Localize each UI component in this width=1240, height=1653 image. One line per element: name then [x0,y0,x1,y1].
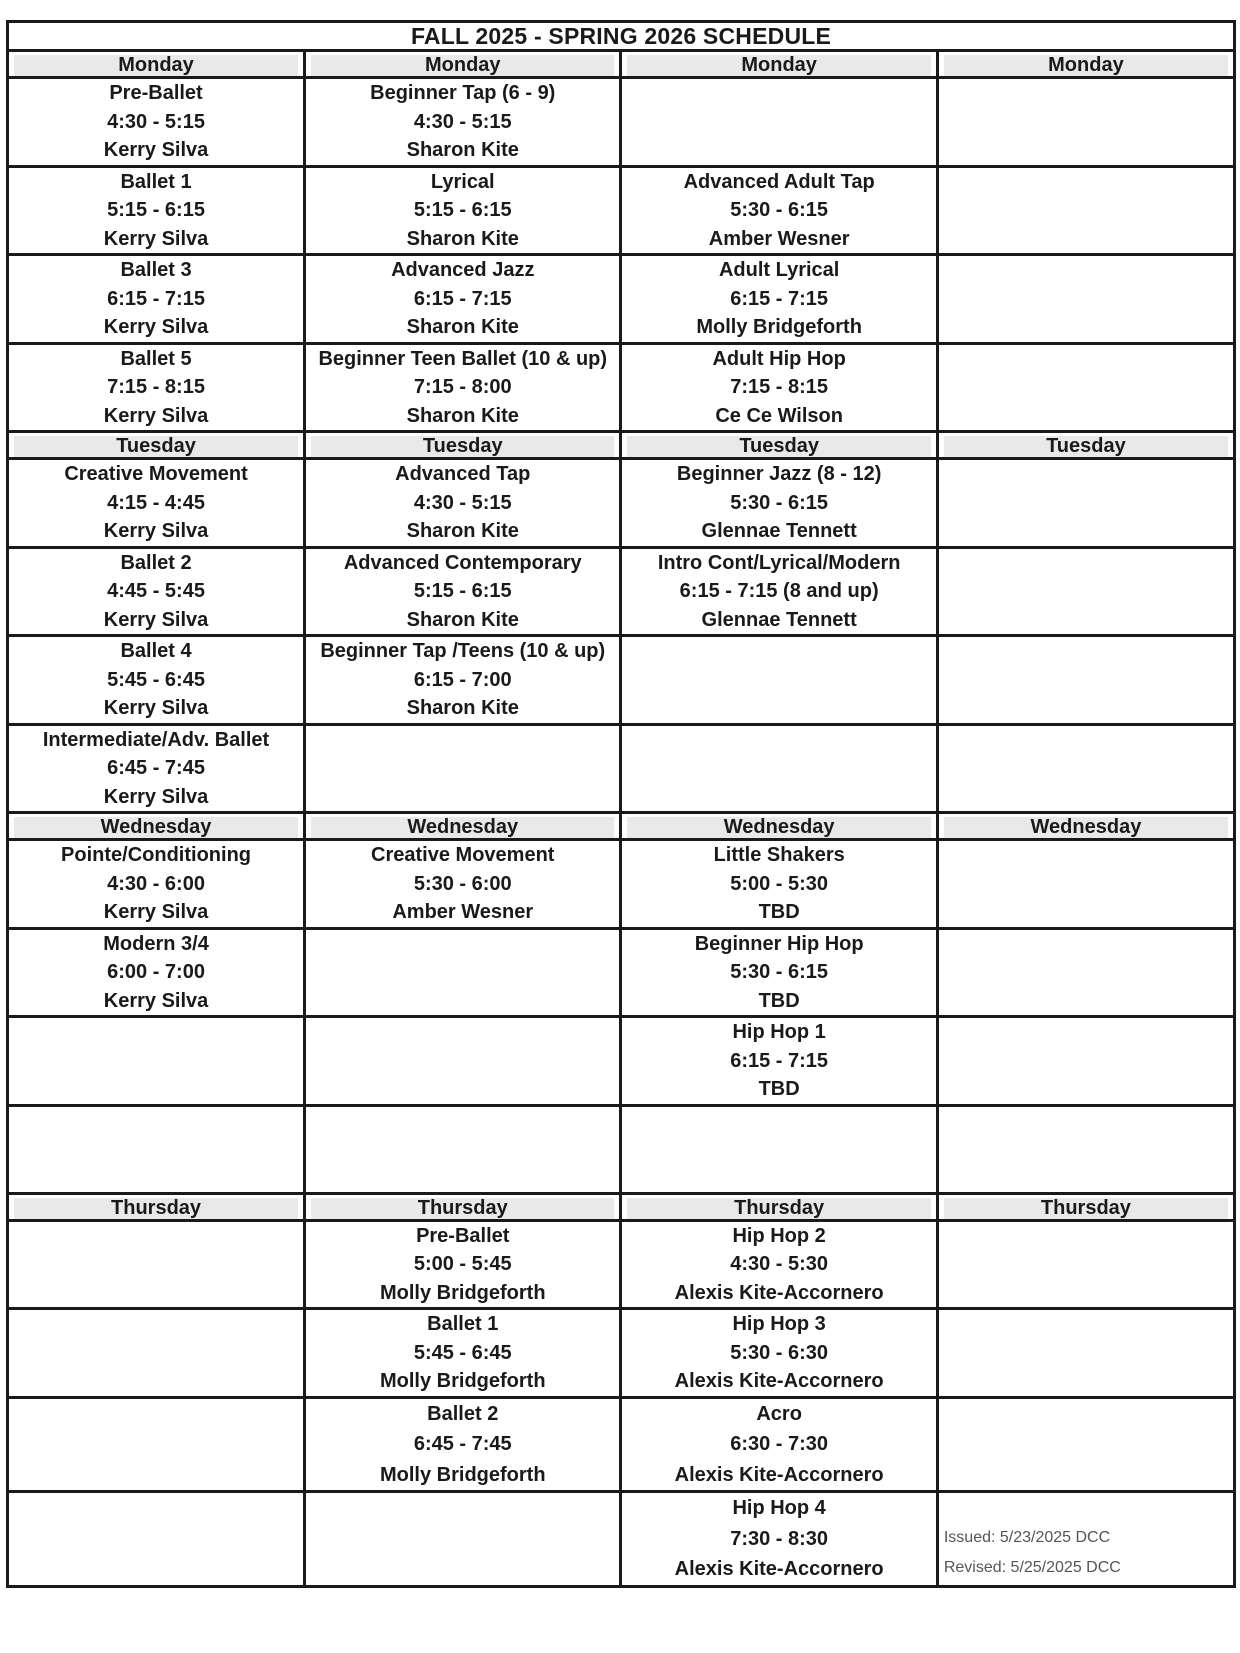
class-time: 5:30 - 6:15 [730,491,829,514]
class-teacher: Sharon Kite [406,608,519,631]
class-name: Hip Hop 3 [732,1313,826,1335]
class-name: Advanced Contemporary [343,551,582,574]
schedule-row [8,1492,1235,1587]
class-name: Hip Hop 4 [732,1497,826,1519]
class-teacher: Sharon Kite [406,316,519,338]
empty-cell [621,724,937,813]
schedule-row [8,78,1235,167]
class-cell [621,1397,937,1492]
day-header-row [8,432,1235,459]
empty-cell [8,1017,305,1106]
class-name: Ballet 1 [120,170,192,193]
class-cell [8,459,305,548]
day-header-cell [621,51,937,78]
day-label: Wednesday [627,817,930,838]
class-time: 6:15 - 7:15 [413,287,512,310]
class-name: Intermediate/Adv. Ballet [42,728,270,751]
class-teacher: Kerry Silva [103,697,209,719]
day-header-cell [621,813,937,840]
class-time: 4:30 - 6:00 [107,872,205,895]
class-name: Advanced Adult Tap [683,170,875,193]
class-time: 5:30 - 6:15 [730,199,829,221]
class-teacher: Ce Ce Wilson [715,404,843,427]
empty-cell [8,1492,305,1587]
day-label: Tuesday [14,436,298,457]
class-cell [8,547,305,636]
day-label: Monday [14,55,298,76]
empty-cell [305,928,621,1017]
class-time: 4:30 - 5:30 [730,1253,829,1275]
class-time: 4:45 - 5:45 [107,580,205,602]
class-cell [305,636,621,725]
schedule-row [8,724,1235,813]
revised-note: Revised: 5/25/2025 DCC [943,1558,1121,1576]
class-name: Little Shakers [713,844,845,866]
class-time: 5:15 - 6:15 [413,580,512,602]
empty-cell [305,1017,621,1106]
class-teacher: Sharon Kite [406,139,519,161]
class-name: Ballet 2 [427,1402,499,1425]
empty-cell [937,724,1234,813]
class-time: 5:00 - 5:45 [413,1253,512,1275]
class-teacher: Kerry Silva [103,608,209,631]
class-teacher: Glennae Tennett [701,520,857,542]
class-time: 6:15 - 7:15 [107,287,205,310]
day-header-cell [305,1193,621,1220]
empty-cell [8,1105,305,1193]
class-teacher: TBD [758,901,800,923]
class-name: Pre-Ballet [109,82,203,104]
class-time: 6:45 - 7:45 [413,1433,512,1455]
day-label: Thursday [627,1198,930,1219]
class-name: Adult Lyrical [718,259,840,281]
class-name: Ballet 3 [120,259,192,281]
day-header-cell [305,813,621,840]
class-time: 4:30 - 5:15 [413,110,512,133]
class-cell [621,1492,937,1587]
class-teacher: Alexis Kite-Accornero [674,1370,884,1392]
class-cell [621,343,937,432]
day-header-cell [305,432,621,459]
empty-cell [937,1220,1234,1309]
issued-note: Issued: 5/23/2025 DCC [943,1528,1111,1546]
class-time: 5:30 - 6:00 [413,872,512,895]
class-name: Hip Hop 1 [732,1021,826,1043]
day-header-cell [8,813,305,840]
empty-cell [937,547,1234,636]
class-teacher: Sharon Kite [406,520,519,542]
schedule-title: FALL 2025 - SPRING 2026 SCHEDULE [8,22,1235,51]
empty-cell [937,928,1234,1017]
class-cell [621,1220,937,1309]
class-name: Advanced Jazz [391,259,535,281]
schedule-row [8,840,1235,929]
class-cell [305,1309,621,1398]
empty-cell [937,1105,1234,1193]
class-cell [305,78,621,167]
day-header-cell [8,432,305,459]
class-name: Adult Hip Hop [712,347,846,370]
class-time: 6:15 - 7:15 (8 and up) [679,580,879,602]
schedule-row [8,928,1235,1017]
day-label: Thursday [311,1198,614,1219]
class-cell [8,840,305,929]
empty-cell [305,1105,621,1193]
empty-cell [305,1492,621,1587]
schedule-row [8,255,1235,344]
day-header-cell [8,51,305,78]
day-header-row [8,51,1235,78]
day-header-row [8,1193,1235,1220]
class-teacher: TBD [758,989,800,1012]
day-header-row [8,813,1235,840]
class-teacher: Molly Bridgeforth [379,1281,546,1304]
day-label: Monday [944,55,1228,76]
schedule-row [8,343,1235,432]
class-teacher: Molly Bridgeforth [696,316,862,338]
class-name: Pre-Ballet [416,1224,510,1247]
schedule-row [8,1309,1235,1398]
class-name: Ballet 2 [120,551,192,574]
class-cell [305,547,621,636]
day-label: Monday [627,55,930,76]
class-time: 7:30 - 8:30 [730,1527,829,1550]
class-cell [621,547,937,636]
class-teacher: Kerry Silva [103,316,209,338]
class-teacher: Alexis Kite-Accornero [674,1463,884,1486]
class-cell [305,1397,621,1492]
class-time: 5:00 - 5:30 [730,872,829,895]
class-teacher: Kerry Silva [103,901,209,923]
empty-cell [8,1220,305,1309]
class-teacher: Kerry Silva [103,989,209,1012]
class-cell [8,724,305,813]
class-cell [305,1220,621,1309]
class-name: Advanced Tap [395,463,531,485]
class-cell [8,343,305,432]
class-cell [305,255,621,344]
schedule-row [8,459,1235,548]
class-time: 6:00 - 7:00 [107,961,205,983]
class-name: Beginner Hip Hop [694,932,864,955]
class-teacher: Kerry Silva [103,139,209,161]
schedule-row [8,1017,1235,1106]
class-cell [621,459,937,548]
class-cell [305,343,621,432]
class-time: 7:15 - 8:00 [413,376,512,398]
class-time: 6:15 - 7:00 [413,668,512,691]
class-time: 5:45 - 6:45 [413,1341,512,1364]
day-label: Wednesday [944,817,1228,838]
day-header-cell [937,51,1234,78]
class-time: 4:30 - 5:15 [413,491,512,514]
schedule-row [8,1220,1235,1309]
empty-cell [937,1309,1234,1398]
class-cell [621,928,937,1017]
class-cell [8,636,305,725]
class-cell [621,166,937,255]
empty-cell [937,343,1234,432]
class-time: 5:45 - 6:45 [107,668,205,691]
day-label: Thursday [14,1198,298,1219]
class-teacher: Sharon Kite [406,227,519,250]
class-teacher: Amber Wesner [708,227,850,250]
class-name: Beginner Tap /Teens (10 & up) [320,640,606,662]
empty-cell [937,459,1234,548]
class-name: Ballet 5 [120,347,192,370]
class-teacher: Alexis Kite-Accornero [674,1558,884,1580]
class-teacher: Alexis Kite-Accornero [674,1281,884,1304]
class-teacher: Kerry Silva [103,227,209,250]
empty-cell [937,1017,1234,1106]
class-name: Acro [756,1402,802,1425]
day-label: Wednesday [14,817,298,838]
class-name: Modern 3/4 [103,932,209,955]
class-time: 4:30 - 5:15 [107,110,205,133]
day-header-cell [621,1193,937,1220]
class-time: 4:15 - 4:45 [107,491,205,514]
class-cell [621,840,937,929]
class-name: Ballet 4 [120,640,192,662]
day-header-cell [937,813,1234,840]
class-teacher: Molly Bridgeforth [379,1370,546,1392]
revision-notes-cell [937,1492,1234,1587]
empty-cell [937,78,1234,167]
class-name: Lyrical [430,170,495,193]
day-header-cell [937,1193,1234,1220]
schedule-row [8,1105,1235,1193]
class-time: 5:30 - 6:30 [730,1341,829,1364]
class-teacher: Sharon Kite [406,697,519,719]
day-header-cell [305,51,621,78]
class-name: Pointe/Conditioning [61,844,252,866]
class-teacher: Glennae Tennett [701,608,857,631]
class-cell [305,459,621,548]
empty-cell [621,636,937,725]
class-cell [8,928,305,1017]
class-time: 5:15 - 6:15 [413,199,512,221]
class-time: 6:15 - 7:15 [730,1049,829,1072]
day-header-cell [621,432,937,459]
schedule-row [8,636,1235,725]
class-name: Intro Cont/Lyrical/Modern [657,551,901,574]
empty-cell [937,1397,1234,1492]
day-label: Tuesday [311,436,614,457]
schedule-row [8,1397,1235,1492]
day-label: Tuesday [944,436,1228,457]
class-time: 6:30 - 7:30 [730,1433,829,1455]
class-teacher: Kerry Silva [103,404,209,427]
class-time: 6:45 - 7:45 [107,757,205,779]
empty-cell [937,840,1234,929]
empty-cell [621,1105,937,1193]
empty-cell [937,255,1234,344]
class-teacher: Amber Wesner [392,901,534,923]
class-cell [8,78,305,167]
empty-cell [305,724,621,813]
class-name: Ballet 1 [427,1313,499,1335]
class-name: Creative Movement [64,463,248,485]
schedule-row [8,547,1235,636]
class-time: 5:30 - 6:15 [730,961,829,983]
empty-cell [937,636,1234,725]
class-cell [621,1017,937,1106]
day-label: Monday [311,55,614,76]
class-name: Beginner Tap (6 - 9) [370,82,556,104]
class-time: 6:15 - 7:15 [730,287,829,310]
schedule-table [6,20,1236,1588]
class-time: 7:15 - 8:15 [107,376,205,398]
class-name: Beginner Jazz (8 - 12) [676,463,882,485]
empty-cell [937,166,1234,255]
class-teacher: Sharon Kite [406,404,519,427]
class-teacher: Molly Bridgeforth [379,1463,546,1486]
class-name: Beginner Teen Ballet (10 & up) [318,347,608,370]
empty-cell [621,78,937,167]
class-teacher: Kerry Silva [103,785,209,808]
empty-cell [8,1397,305,1492]
class-time: 5:15 - 6:15 [107,199,205,221]
day-label: Wednesday [311,817,614,838]
class-cell [8,166,305,255]
schedule-row [8,166,1235,255]
class-name: Hip Hop 2 [732,1224,826,1247]
class-cell [621,255,937,344]
class-teacher: Kerry Silva [103,520,209,542]
day-label: Thursday [944,1198,1228,1219]
class-cell [8,255,305,344]
class-name: Creative Movement [371,844,555,866]
day-header-cell [937,432,1234,459]
class-cell [305,166,621,255]
day-label: Tuesday [627,436,930,457]
class-teacher: TBD [758,1078,800,1100]
class-cell [621,1309,937,1398]
day-header-cell [8,1193,305,1220]
class-cell [305,840,621,929]
class-time: 7:15 - 8:15 [730,376,829,398]
empty-cell [8,1309,305,1398]
